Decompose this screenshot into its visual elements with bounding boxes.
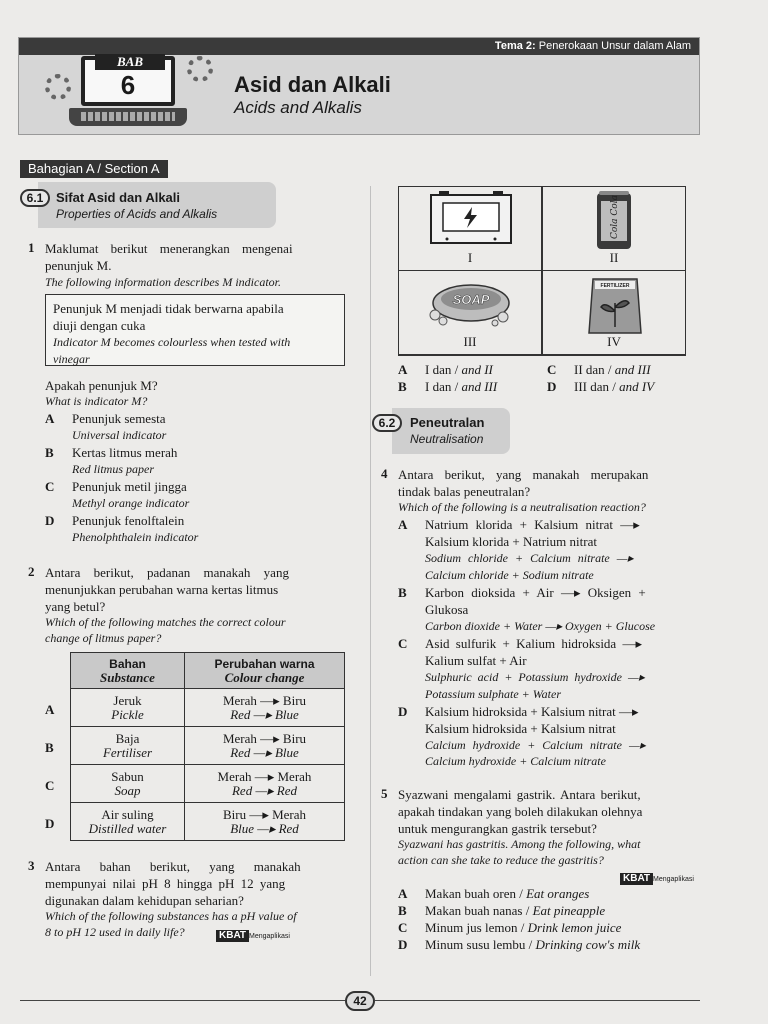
option-letter[interactable]: C: [398, 920, 408, 935]
option-text[interactable]: Kalsium hidroksida + Kalsium nitrat: [425, 721, 616, 736]
cola-can-icon: [543, 187, 687, 257]
table-cell: Merah —▸ Biru Red —▸ Blue: [185, 689, 345, 727]
option-text[interactable]: Kalsium hidroksida + Kalsium nitrat —▸: [425, 704, 639, 719]
subtopic-number: 6.1: [20, 189, 50, 207]
subtopic-title: Sifat Asid dan Alkali: [56, 190, 181, 205]
substance-image-grid: [398, 186, 686, 356]
option-letter[interactable]: B: [45, 740, 54, 755]
question-text-en: change of litmus paper?: [45, 631, 162, 645]
image-cell[interactable]: [398, 186, 542, 271]
question-number: 2: [28, 564, 35, 579]
option-letter[interactable]: B: [398, 379, 407, 394]
image-cell[interactable]: [542, 270, 686, 355]
table-cell: Merah —▸ Merah Red —▸ Red: [185, 765, 345, 803]
option-text[interactable]: Karbon dioksida + Air —▸ Oksigen +: [425, 585, 646, 600]
option-text[interactable]: Kalsium klorida + Natrium nitrat: [425, 534, 597, 549]
column-divider: [370, 186, 371, 976]
option-text-en[interactable]: Sulphuric acid + Potassium hydroxide —▸: [425, 670, 645, 684]
table-header-row: [71, 653, 345, 689]
subtopic-title: Peneutralan: [410, 415, 485, 430]
image-label: I: [467, 250, 473, 265]
option-letter[interactable]: D: [398, 704, 408, 719]
option-letter[interactable]: C: [398, 636, 408, 651]
option-text[interactable]: Asid sulfurik + Kalium hidroksida —▸: [425, 636, 642, 651]
question-text: apakah tindakan yang boleh dilakukan olehnya: [398, 804, 643, 819]
chapter-subtitle: Acids and Alkalis: [234, 98, 362, 117]
question-text: Syazwani mengalami gastrik. Antara berikut,: [398, 787, 641, 802]
table-cell: Jeruk Pickle: [71, 689, 185, 727]
kbat-badge: KBAT Mengaplikasi: [620, 868, 694, 888]
option-text[interactable]: Penunjuk semesta: [72, 411, 166, 426]
info-text: Penunjuk M menjadi tidak berwarna apabila: [53, 301, 284, 316]
option-letter[interactable]: A: [45, 702, 55, 717]
option-text-en[interactable]: Calcium chloride + Sodium nitrate: [425, 568, 594, 582]
option-letter[interactable]: A: [398, 886, 408, 901]
info-text-en: Indicator M becomes colourless when tested with: [53, 335, 291, 349]
option-text-en[interactable]: Potassium sulphate + Water: [425, 687, 561, 701]
table-cell: Biru —▸ Merah Blue —▸ Red: [185, 803, 345, 841]
question-text: untuk mengurangkan gastrik tersebut?: [398, 821, 597, 836]
info-text: diuji dengan cuka: [53, 318, 146, 333]
option-text[interactable]: I dan / and III: [425, 379, 498, 394]
footer-rule: [20, 1000, 345, 1001]
question-text: Antara berikut, yang manakah merupakan: [398, 467, 649, 482]
question-text-en: action can she take to reduce the gastritis?: [398, 853, 604, 867]
option-text[interactable]: III dan / and IV: [574, 379, 655, 394]
question-text-en: The following information describes M indicator.: [45, 275, 281, 289]
question-text: mempunyai nilai pH 8 hingga pH 12 yang: [45, 876, 286, 891]
image-cell[interactable]: [398, 270, 542, 355]
option-text[interactable]: Natrium klorida + Kalsium nitrat —▸: [425, 517, 640, 532]
laptop-screen: [81, 56, 175, 106]
image-label: IV: [607, 334, 621, 349]
table-row[interactable]: [71, 727, 345, 765]
option-letter[interactable]: D: [398, 937, 408, 952]
option-text[interactable]: Minum susu lembu / Drinking cow's milk: [425, 937, 641, 952]
option-letter[interactable]: D: [45, 513, 55, 528]
option-letter[interactable]: B: [398, 585, 407, 600]
option-letter[interactable]: D: [547, 379, 557, 394]
question-text: yang betul?: [45, 599, 106, 614]
question-text-en: Which of the following is a neutralisation reaction?: [398, 500, 646, 514]
gear-icon: [45, 74, 71, 100]
chapter-label: BAB: [95, 54, 165, 70]
image-label: II: [609, 250, 619, 265]
subtopic-number: 6.2: [372, 414, 402, 432]
question-number: 4: [381, 466, 388, 481]
option-text-en[interactable]: Universal indicator: [72, 428, 167, 442]
table-header: Perubahan warna Colour change: [185, 653, 345, 689]
question-text: tindak balas peneutralan?: [398, 484, 531, 499]
question-text: digunakan dalam kehidupan seharian?: [45, 893, 244, 908]
theme-label: Tema 2: Penerokaan Unsur dalam Alam: [494, 40, 691, 52]
image-cell[interactable]: [542, 186, 686, 271]
chapter-title: Asid dan Alkali: [234, 72, 391, 97]
question-number: 5: [381, 786, 388, 801]
table-cell: Sabun Soap: [71, 765, 185, 803]
laptop-illustration: [59, 52, 209, 136]
option-letter[interactable]: B: [45, 445, 54, 460]
table-cell: Air suling Distilled water: [71, 803, 185, 841]
option-text-en[interactable]: Carbon dioxide + Water —▸ Oxygen + Glucose: [425, 619, 656, 633]
question-text: Maklumat berikut menerangkan mengenai: [45, 241, 293, 256]
table-row[interactable]: [71, 689, 345, 727]
section-label: Bahagian A / Section A: [20, 160, 168, 178]
page-number: 42: [345, 991, 375, 1011]
option-text[interactable]: I dan / and II: [425, 362, 493, 377]
option-letter[interactable]: A: [398, 362, 408, 377]
subtopic-title-en: Neutralisation: [410, 432, 484, 446]
fertilizer-bag-icon: [543, 271, 687, 341]
image-label: III: [463, 334, 477, 349]
gear-icon: [187, 56, 213, 82]
question-prompt: Apakah penunjuk M?: [45, 378, 158, 393]
table-header: Bahan Substance: [71, 653, 185, 689]
question-number: 3: [28, 858, 35, 873]
litmus-table: [70, 652, 345, 841]
info-text-en: vinegar: [53, 352, 90, 366]
option-text[interactable]: Glukosa: [425, 602, 469, 617]
table-cell: Baja Fertiliser: [71, 727, 185, 765]
question-text: Antara berikut, padanan manakah yang: [45, 565, 289, 580]
subtopic-title-en: Properties of Acids and Alkalis: [56, 207, 218, 221]
option-text-en[interactable]: Calcium hydroxide + Calcium nitrate: [425, 754, 606, 768]
option-text-en[interactable]: Red litmus paper: [72, 462, 154, 476]
option-text[interactable]: Penunjuk metil jingga: [72, 479, 187, 494]
option-text[interactable]: Kalium sulfat + Air: [425, 653, 527, 668]
laptop-keyboard-icon: [69, 108, 187, 126]
question-text-en: 8 to pH 12 used in daily life?: [45, 925, 185, 939]
kbat-badge: KBAT Mengaplikasi: [216, 925, 290, 945]
option-letter[interactable]: A: [45, 411, 55, 426]
subtopic-6-1-tab: [38, 182, 276, 228]
option-letter[interactable]: B: [398, 903, 407, 918]
question-text: menunjukkan perubahan warna kertas litmus: [45, 582, 279, 597]
table-cell: Merah —▸ Biru Red —▸ Blue: [185, 727, 345, 765]
chapter-banner: [18, 37, 700, 135]
chapter-number: 6: [120, 70, 136, 100]
option-letter[interactable]: A: [398, 517, 408, 532]
option-text-en[interactable]: Sodium chloride + Calcium nitrate —▸: [425, 551, 634, 565]
soap-label: SOAP: [452, 292, 490, 307]
option-text[interactable]: Penunjuk fenolftalein: [72, 513, 185, 528]
option-letter[interactable]: C: [45, 479, 55, 494]
option-text-en[interactable]: Phenolphthalein indicator: [72, 530, 199, 544]
question-number: 1: [28, 240, 35, 255]
battery-icon: [399, 187, 543, 257]
question-text: Antara bahan berikut, yang manakah: [45, 859, 301, 874]
question-text: penunjuk M.: [45, 258, 112, 273]
question-text-en: Which of the following matches the correct colour: [45, 615, 286, 629]
question-text-en: Which of the following substances has a pH value of: [45, 909, 297, 923]
bag-label: FERTILIZER: [600, 283, 630, 289]
soap-icon: [399, 271, 543, 341]
option-letter[interactable]: C: [45, 778, 55, 793]
table-row[interactable]: [71, 803, 345, 841]
option-text[interactable]: Minum jus lemon / Drink lemon juice: [425, 920, 622, 935]
option-text[interactable]: II dan / and III: [574, 362, 651, 377]
table-row[interactable]: [71, 765, 345, 803]
footer-rule: [375, 1000, 700, 1001]
option-letter[interactable]: C: [547, 362, 557, 377]
can-label: Cola Cola: [610, 195, 620, 239]
option-text[interactable]: Kertas litmus merah: [72, 445, 178, 460]
option-text[interactable]: Makan buah nanas / Eat pineapple: [425, 903, 606, 918]
option-text-en[interactable]: Calcium hydroxide + Calcium nitrate —▸: [425, 738, 646, 752]
question-prompt-en: What is indicator M?: [45, 394, 148, 408]
option-text[interactable]: Makan buah oren / Eat oranges: [425, 886, 590, 901]
option-text-en[interactable]: Methyl orange indicator: [72, 496, 190, 510]
question-text-en: Syazwani has gastritis. Among the following, what: [398, 837, 641, 851]
option-letter[interactable]: D: [45, 816, 55, 831]
